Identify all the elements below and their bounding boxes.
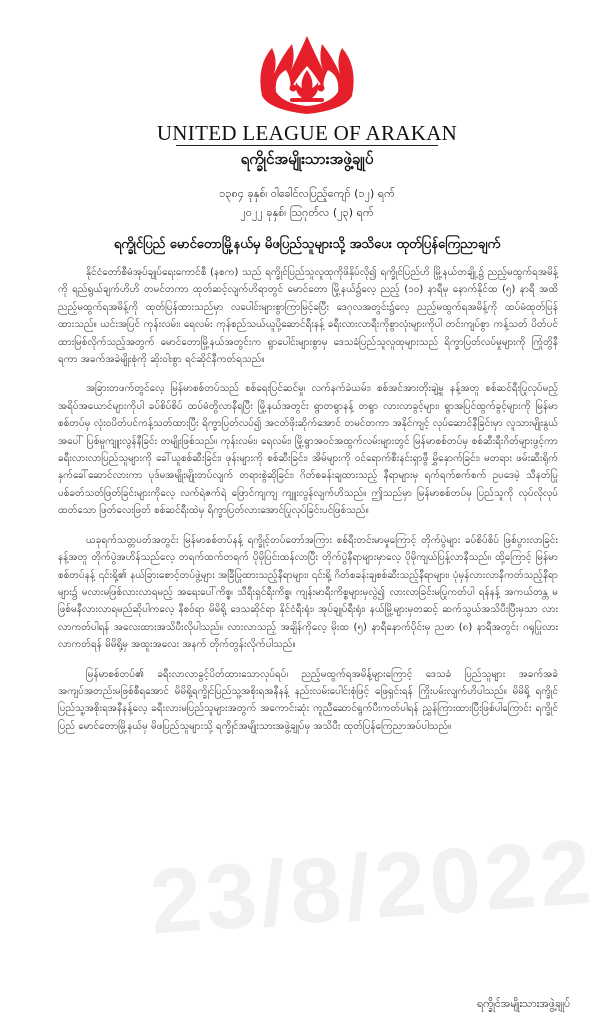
- paragraph-2: အခြားတဖက်တွင်လေ့ မြန်မာစစ်တပ်သည် စစ်ရေးပြင်ဆင်မှု၊ လက်နက်ခဲယမ်း၊ စစ်အင်အားတိုးချဲ့မှု နန့်အတူ စစ်ဆင်ရီးပြုလုပ်မည့် အရိပ်အယောင်များကိုပါ ခပ်စိပ်စိပ် ထပ်မံတွိလာနီရပြီး မြို့နယ်အတွင်း ရွာတရွာနန့် တရွာ လားလာခွင့်များ၊ ရွာအပြင်ထွက်ခွင့်များကို မြန်မာစစ်တပ်မှ လုံးဝပိတ်ပင်ကန့်သတ်ထားပြီး ရိက္ခာပြတ်လပ်၍ အငတ်ဖိုးဆိုက်အောင် တမင်တကာ အနိုင်ကျင့် လုပ်ဆောင်နီခြင်းမှာ လူသားမျိုးနွယ်အပေါ် ပြစ်မှုကျူးလွန်နီခြင်း တမျိုးဖြစ်သည်။ ကုန်းလမ်း၊ ရေလမ်း၊ မြို့ရွာအဝင်အထွက်လမ်းများတွင် မြန်မာစစ်တပ်မှ စစ်ဆီးရီးဂိတ်များဖွင့်ကာ ခရီးလားလာပြည်သူများကို ခေါ်ယူစစ်ဆီးခြင်း၊ ဖုန်းများကို စစ်ဆီးခြင်း၊ အိမ်များကို ဝင်ရောက်စီးနင်းရှာဖွီ မွှိနှောက်ခြင်း၊ မတရား ဖမ်းဆီးရိုက်နှက်ခေါ်ဆောင်လားကာ ပုဒ်မအမျိုးမျိုးတပ်လျက် တရားစွဲဆိုခြင်း၊ ဂိတ်စခန်းချထားသည့် နီရာများမှ ရက်ရက်စက်စက် ဥပဒေမဲ့ သီနတ်ပြုပစ်ခတ်သတ်ဖြတ်ခြင်းများကိုလေ့ လက်ရဲဇက်ရဲ ဖြောင်ကျကျ ကျူးလွန်လျက်ဟိသည်။ ဤသည်မှာ မြန်မာစစ်တပ်မှ ပြည်သူကို လုပ်လိုလုပ်ထတ်သော ဖြတ်လေးဖြတ် စစ်ဆင်ရီးထဲမှ ရိက္ခာပြတ်လားအောင်ပြုလုပ်ခြင်းပင်ဖြစ်သည်။: [58, 383, 558, 517]
- statement-body: [58, 264, 558, 747]
- paragraph-3: ယခုရက်သတ္တပတ်အတွင်း မြန်မာစစ်တပ်နန့် ရက္ခိုင့်တပ်တော်အကြား စစ်ရီးတင်းမာမှုကြောင့် တိုက်ပွဲများ ခပ်စိပ်စိပ် ဖြစ်ပွားလာခြင်းနန့်အတူ တိုက်ပွဲအဟိန်သည်လေ့ တရက်ထက်တရက် ပိုမိုပြင်းထန်လာပြီး တိုက်ပွဲနီရာများမှာလေ့ ပိုမိုကျယ်ပြန့်လာနီသည်။ ထို့ကြောင့် မြန်မာစစ်တပ်နန့် ၎င်းရို့၏ နယ်ခြားစောင့်တပ်ဖွဲ့များ အခြီပြုထားသည့်နီရာများ၊ ၎င်းရို့ ဂိတ်စခန်းချစစ်ဆီးသည့်နီရာများ၊ ပုံမှန်လားလာနီကတ်သည့်နီရာများ၌ မလားမဖြစ်လားလာရမည့် အရေးပေါ်ကိစ္စ၊ သီရီးရှင်ရီးကိစ္စ၊ ကျန်းမာရီးကိစ္စများမှလွဲ၍ လားလာခြင်းမပြုကတ်ပါ ရန်နန့် အကယ်တန္တ မဖြစ်မနီလားလာရမည်ဆိုပါကလေ့ နီစဝ်ရာ မိမိရို့ ဒေသဆိုင်ရာ နိုင်ငံရီးရုံး၊ အုပ်ချုပ်ရီးရုံး၊ နယ်မြို့များမှတဆင့် ဆက်သွယ်အသိပီးပြီးမှသာ လားလာကတ်ပါရန် အလေးထားအသိပီးလိုပါသည်။ လားလာသည့် အချိန်ကိုလေ့ မိုးထ (၅) နာရီနောက်ပိုင်းမှ ညဖာ (၈) နာရီအတွင်း ဂရုပြုလားလာကတ်ရန် မိမိရို့မှ အထူးအလေး အနက် တိုက်တွန်းလိုက်ပါသည်။: [58, 534, 558, 651]
- ula-emblem-icon: [252, 26, 362, 118]
- date-watermark: 23/8/2022: [146, 820, 599, 954]
- date-rakhine-calendar: ၁၃၈၄ ခုနှစ်၊ ဝါခေါင်လပြည့်ကျော် (၁၂) ရက်: [219, 187, 395, 200]
- header-divider: [176, 145, 438, 146]
- paragraph-1: နိုင်ငံတော်စီမံအုပ်ချုပ်ရေးကောင်စီ (နစက) သည် ရက္ခိုင်ပြည်သူလူထုကိုဖိနှိပ်လို၍ ရက္ခိုင်ပြည်ဟိ မြို့နယ်တချို့၌ ညည့်မထွက်ရအမိန့်ကို ရည်ရွယ်ချက်ဟိဟိ တမင်တကာ ထုတ်ဆင့်လျက်ဟိရာတွင် မောင်တော မြို့နယ်၌လေ့ ညည့် (၁၀) နာရီမှ နောက်နိုင်ထ (၅) နာရီ အထိ ညည့်မထွက်ရအမိန့်ကို ထုတ်ပြန်ထားသည်မှာ လပေါင်းများစွာကြာမြင့်ခပြီး ဒေဂုလအတွင်း၌လေ့ ညည့်မထွက်ရအမိန့်ကို ထပ်မံထုတ်ပြန်ထားသည်။ ယင်းအပြင် ကုန်းလမ်း၊ ရေလမ်း ကုန်စည်သယ်ယူပို့ဆောင်ရီးနန့် ခရီးလားလာရီးကိုစွာလုံးများကိုပါ တင်းကျပ်စွာ ကန့်သတ် ပိတ်ပင်ထားမြစ်လိုက်သည့်အတွက် မောင်တောမြို့နယ်အတွင်းက ရွာပေါင်းများစွာမှ ဒေသခံပြည်သူလူထုများသည် ရိက္ခာပြတ်လပ်မှုများကို ကြုံတွိနီရကာ အခက်အခဲမျိုးစုံကို ဆိုးဝါးစွာ ရင်ဆိုင်နီကတ်ရသည်။: [58, 267, 558, 366]
- signature: ရက္ခိုင်အမျိုးသားအဖွဲ့ချုပ်: [477, 998, 570, 1010]
- paragraph-4: မြန်မာစစ်တပ်၏ ခရီးလာလာခွင့်ပိတ်ထားသောလုပ်ရပ်၊ ညည့်မထွက်ရအမိန့်များကြောင့် ဒေသခံ ပြည်သူများ အခက်အခဲ အကျပ်အတည်းမဖြစ်စီရအောင် မိမိရို့ရက္ခိုင်ပြည်သူ့အစိုးရအနီနန့် နည်းလမ်းပေါင်းစုံဖြင့် ဖြေရှင်းရန် ကြိုးပမ်းလျက်ဟိပါသည်။ မိမိရို့ ရက္ခိုင်ပြည်သူ့အစိုးရအနီနန့်လေ့ ခရီးလားမပြည်သူများအတွက် အကောင်းဆုံး ကူညီဆောင်ရွက်ပီးကတ်ပါရန် ညွှန်ကြားထားပြီးဖြစ်ပါကြောင်း ရက္ခိုင်ပြည် မောင်တောမြို့နယ်မှ မိဖပြည်သူများသို့ ရက္ခိုင်အမျိုးသားအဖွဲ့ချုပ်မှ အသိပီး ထုတ်ပြန်ကြေညာအပ်ပါသည်။: [58, 668, 558, 732]
- organization-name-en: UNITED LEAGUE OF ARAKAN: [156, 121, 458, 145]
- statement-title: ရက္ခိုင်ပြည် မောင်တောမြို့နယ်မှ မိဖပြည်သူများသို့ အသိပေး ထုတ်ပြန်ကြေညာချက်: [113, 237, 501, 252]
- organization-name-my: ရက္ခိုင်အမျိုးသားအဖွဲ့ချုပ်: [240, 150, 374, 168]
- date-gregorian: ၂၀၂၂ ခုနှစ်၊ ဩဂုတ်လ (၂၃) ရက်: [240, 206, 374, 219]
